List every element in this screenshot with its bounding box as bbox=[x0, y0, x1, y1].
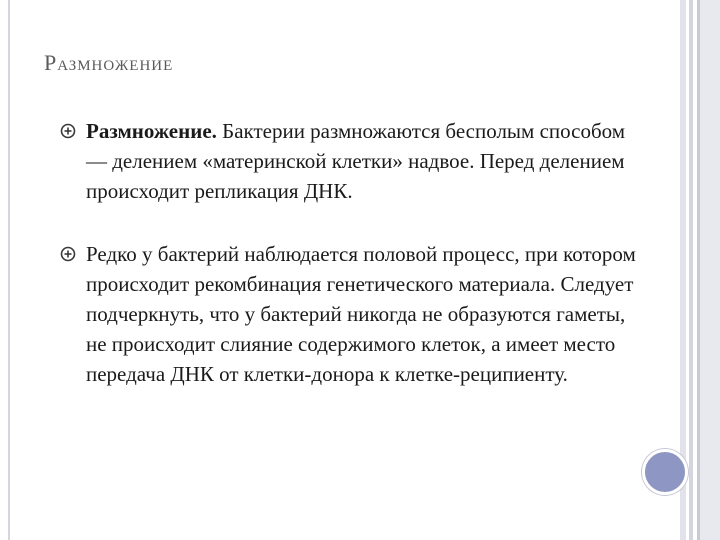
bullet-bold-term: Размножение. bbox=[86, 119, 217, 143]
bullet-body: Бактерии размножаются бесполым способом — делением «материнской клетки» надвое. Перед делением происходит репликация ДНК. bbox=[86, 119, 626, 203]
decor-circle bbox=[642, 449, 688, 495]
decor-band bbox=[700, 0, 720, 540]
slide-title: Размножение bbox=[44, 50, 174, 75]
plus-circle-icon bbox=[60, 123, 76, 139]
bullet-list bbox=[60, 116, 640, 389]
plus-circle-icon bbox=[60, 246, 76, 262]
bullet-body: Редко у бактерий наблюдается половой процесс, при котором происходит рекомбинация генетического материала. Следует подчеркнуть, что у бактерий никогда не образуются гаметы, не происходит слияние содержимого клеток, а имеет место передача ДНК от клетки-донора к клетке-реципиенту. bbox=[86, 242, 636, 386]
bullet-item bbox=[60, 116, 640, 206]
left-border bbox=[8, 0, 10, 540]
bullet-text bbox=[86, 116, 640, 206]
bullet-text bbox=[86, 239, 640, 389]
bullet-item bbox=[60, 239, 640, 389]
